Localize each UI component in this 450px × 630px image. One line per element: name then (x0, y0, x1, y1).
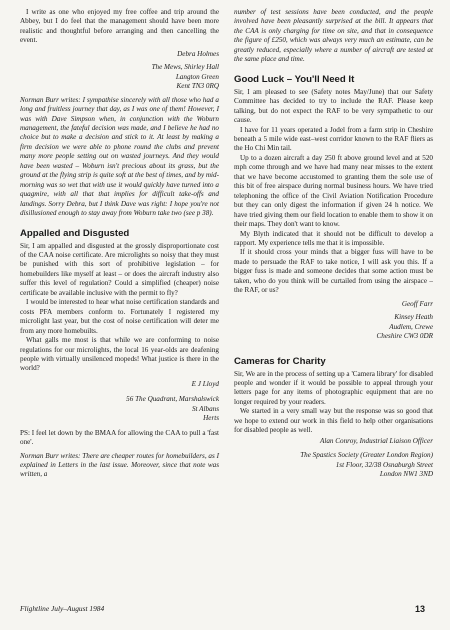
publication-footer: Flightline July–August 1984 (20, 604, 105, 613)
letter4-address-line: London NW1 3ND (379, 470, 433, 479)
editor-note-2: Norman Burr writes: There are cheaper routes for homebuilders, as I explained in Letters in the last issue. Moreover, since that note was written, a (20, 451, 219, 479)
letter4-address-line: 1st Floor, 32/38 Osnaburgh Street (335, 460, 433, 469)
letter2-address-line: St Albans (191, 404, 219, 413)
intro-address-line: Langton Green (175, 72, 219, 81)
letter3-signature: Geoff Farr (401, 299, 433, 308)
letter3-paragraph: If it should cross your minds that a bigger fuss will have to be made to persuade the RAF to take notice, I will ask you this. If a bigger fuss is made and someone decides that some action must be taken, who do you think will be curtailed from using the airspace – the RAF, or us? (234, 248, 433, 295)
letter2-paragraph: What galls me most is that while we are conforming to noise regulations for our microlights, the local 16 year-olds are deafening people with virtually unsilenced mopeds! What justice is there in the world? (20, 336, 219, 373)
letter3-address-line: Kinsey Heath (394, 313, 433, 322)
intro-signature: Debra Holmes (177, 49, 219, 58)
letter3-paragraph: My Blyth indicated that it should not be difficult to develop a rapport. My experience tells me that it is impossible. (234, 229, 433, 247)
editor-note-continuation: number of test sessions have been conducted, and the people involved have been pleasantly surprised at the bill. It appears that the CAA is only charging for time on site, and that in consequence the figure of £250, which was always very much an estimate, can be greatly reduced, especially where a number of aircraft are tested at the same place and time. (234, 8, 433, 64)
letter2-signature: E J Lloyd (191, 379, 219, 388)
letter2-address-line: Herts (203, 414, 219, 423)
letter4-address-line: The Spastics Society (Greater London Region) (300, 451, 433, 460)
letter4-signature: Alan Conroy, Industrial Liaison Officer (320, 436, 433, 445)
letter2-paragraph: I would be interested to hear what noise certification standards and costs PFA members conform to. Fortunately I registered my microlight last year, but the cost of noise certification will deter me from any more homebuilts. (20, 298, 219, 335)
letter3-paragraph: Sir, I am pleased to see (Safety notes May/June) that our Safety Committee has decided to try to include the RAF. Please keep talking, but do not expect the RAF to be very sympathetic to our cause. (234, 87, 433, 125)
letter2-postscript: PS: I feel let down by the BMAA for allowing the CAA to pull a 'fast one'. (20, 428, 219, 447)
letter3-address-line: Audlem, Crewe (389, 322, 433, 331)
letter3-paragraph: Up to a dozen aircraft a day 250 ft above ground level and at 520 mph come through and we have had many near misses to the extent that we have become accustomed to granting them the sole use of this bit of free airspace during normal business hours. We have tried telephoning the office of the Civil Aviation Notification Procedure but they can only digest the information if given 24 h notice. We have tried giving them our field location to enable them to show it on their maps. They don't want to know. (234, 153, 433, 229)
letter3-paragraph: I have for 11 years operated a Jodel from a farm strip in Cheshire beneath a 5 mile wide east–west corridor known to the RAF fliers as the Ho Chi Min tail. (234, 125, 433, 153)
letter2-paragraph: Sir, I am appalled and disgusted at the grossly disproportionate cost of the CAA noise certificate. Are microlights so noisy that they must be punished with this sort of prohibitive legislation – for homebuilders like myself at least – or does the aircraft industry also suffer this level of regulation? Could a simplified (cheaper) noise certificate be available inclusive with the permit to fly? (20, 241, 219, 297)
letter-heading-cameras: Cameras for Charity (234, 355, 326, 367)
letter-heading-appalled: Appalled and Disgusted (20, 227, 130, 239)
letter4-paragraph: We started in a very small way but the response was so good that we hope to extend our work in this field to help other organisations for disabled people as well. (234, 407, 433, 435)
letter3-address-line: Cheshire CW3 0DR (376, 332, 433, 341)
letter2-address-line: 56 The Quadrant, Marshalswick (126, 395, 219, 404)
intro-letter-text: I write as one who enjoyed my free coffee and trip around the Abbey, but I do feel that the management should have been more realistic and thoughtful before arranging and then cancelling the event. (20, 8, 219, 45)
intro-address-line: Kent TN3 0RQ (176, 82, 219, 91)
page-number: 13 (415, 604, 426, 614)
intro-address-line: The Mews, Shirley Hall (151, 63, 219, 72)
left-column (20, 0, 219, 480)
right-column (234, 0, 433, 479)
editor-note-1: Norman Burr writes: I sympathise sincerely with all those who had a long and fruitless journey that day, as I was one of them! However, I was with Dave Simpson when, in conjunction with the Woburn management, the fateful decision was made, and I believe he had no choice but to make a decision and stick to it. At least by making a firm decision we were able to phone round the clubs and prevent many more people setting out on wasted journeys. And they would have been wasted – Woburn isn't precious about its grass, but the ground at the flying strip is quite soft at the best of times, and by mid-morning was so wet that with use it would quickly have turned into a quagmire, with all that that implies for difficult take-offs and landings. Sorry Debra, but I think Dave was right: I hope you're not disillusioned enough to stay away from Woburn take two (see p 38). (20, 95, 219, 218)
letter4-paragraph: Sir, We are in the process of setting up a 'Camera library' for disabled people and wonder if it would be possible to appeal through your letters page for any items of photographic equipment that are no longer required by your readers. (234, 369, 433, 406)
letter-heading-good-luck: Good Luck – You'll Need It (234, 73, 355, 85)
